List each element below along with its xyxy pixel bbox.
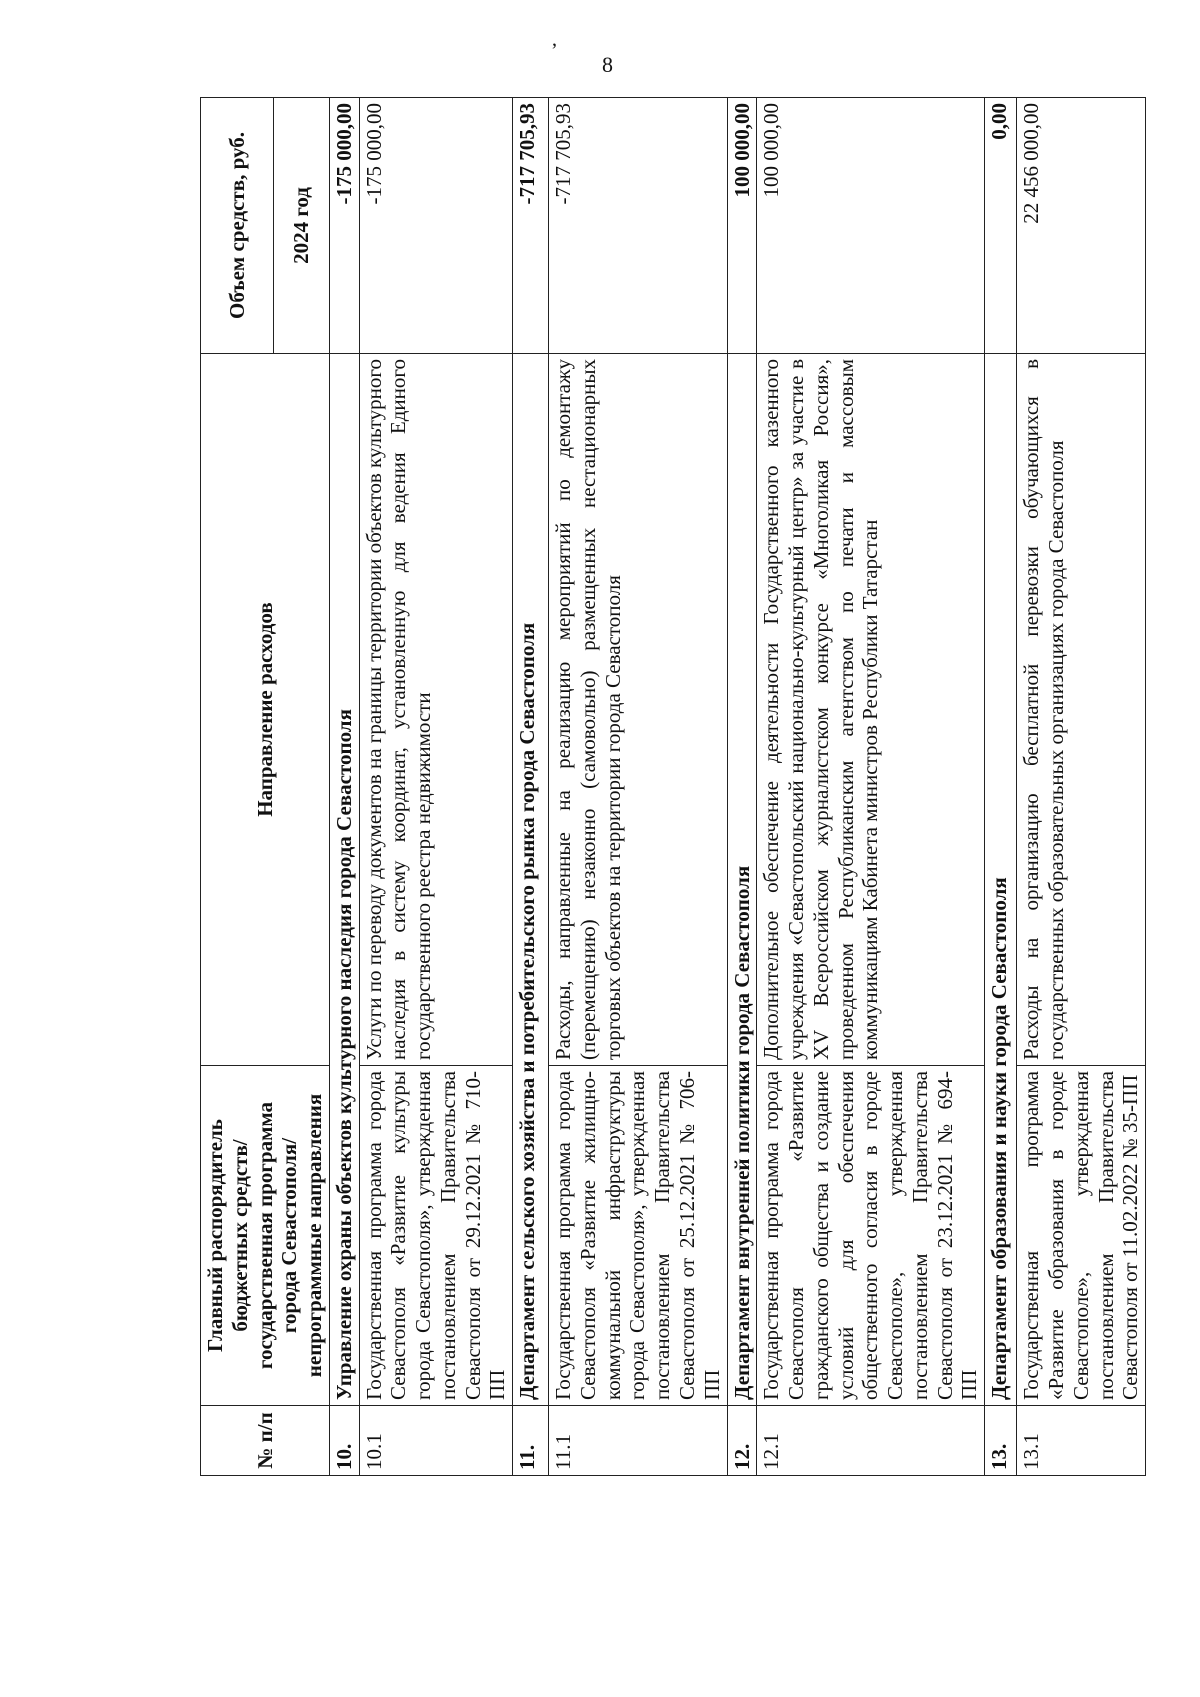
expense-direction: Расходы, направленные на реализацию мероприятий по демонтажу (перемещению) незаконно (самовольно) размещенных нестационарных торговых объектов на территории города Севастополя [549,354,727,1066]
program-name: Государственная программа города Севастополя «Развитие гражданского общества и создание условий для обеспечения общественного согласия в городе Севастополе», утвержденная постановлением Правительства Севастополя от 23.12.2021 № 694-ПП [757,1066,985,1406]
header-num: № п/п [201,1406,330,1476]
row-number: 10.1 [359,1406,513,1476]
program-name: Государственная программа города Севастополя «Развитие жилищно-коммунальной инфраструктуры города Севастополя», утвержденная постановлением Правительства Севастополя от 25.12.2021 № 706-ПП [549,1066,727,1406]
header-main: Главный распорядитель бюджетных средств/государственная программа города Севастополя/непрограммные направления [201,1066,330,1406]
expense-direction: Услуги по переводу документов на границы территории объектов культурного наследия в систему координат, установленную для ведения Единого государственного реестра недвижимости [359,354,513,1066]
table-row [359,98,513,1476]
department-name: Управление охраны объектов культурного наследия города Севастополя [329,354,359,1406]
row-number: 10. [329,1406,359,1476]
department-name: Департамент сельского хозяйства и потребительского рынка города Севастополя [513,354,549,1406]
row-number: 12. [727,1406,757,1476]
row-number: 12.1 [757,1406,985,1476]
page-number: 8 [602,52,613,77]
amount: -717 705,93 [549,98,727,354]
row-number: 11. [513,1406,549,1476]
table-row [985,98,1017,1476]
amount: -175 000,00 [359,98,513,354]
header-volume: Объем средств, руб. [201,98,274,354]
department-name: Департамент внутренней политики города Севастополя [727,354,757,1406]
amount: 100 000,00 [757,98,985,354]
program-name: Государственная программа города Севастополя «Развитие культуры города Севастополя», утвержденная постановлением Правительства Севастополя от 29.12.2021 № 710-ПП [359,1066,513,1406]
expense-direction: Дополнительное обеспечение деятельности Государственного казенного учреждения «Севастопольский национально-культурный центр» за участие в XV Всероссийском журналистском конкурсе «Многоликая Россия», проведенном Республиканским агентством по печати и массовым коммуникациям Кабинета министров Республики Татарстан [757,354,985,1066]
expense-direction: Расходы на организацию бесплатной перевозки обучающихся в государственных образовательных организациях города Севастополя [1017,354,1146,1066]
row-number: 13. [985,1406,1017,1476]
amount: 22 456 000,00 [1017,98,1146,354]
department-name: Департамент образования и науки города Севастополя [985,354,1017,1406]
table-row [757,98,985,1476]
header-direction: Направление расходов [201,354,330,1066]
header-row [201,98,274,1476]
amount: -717 705,93 [513,98,549,354]
page-mark: ʼ [551,40,558,62]
header-year: 2024 год [274,98,330,354]
amount: 0,00 [985,98,1017,354]
table-row [513,98,549,1476]
table-row [1017,98,1146,1476]
table-row [727,98,757,1476]
amount: 100 000,00 [727,98,757,354]
expenses-table [200,97,1146,1476]
table-row [549,98,727,1476]
table-row [329,98,359,1476]
row-number: 13.1 [1017,1406,1146,1476]
amount: -175 000,00 [329,98,359,354]
row-number: 11.1 [549,1406,727,1476]
program-name: Государственная программа «Развитие образования в городе Севастополе», утвержденная постановлением Правительства Севастополя от 11.02.2022 № 35-ПП [1017,1066,1146,1406]
rotated-table-container [200,98,1143,1476]
